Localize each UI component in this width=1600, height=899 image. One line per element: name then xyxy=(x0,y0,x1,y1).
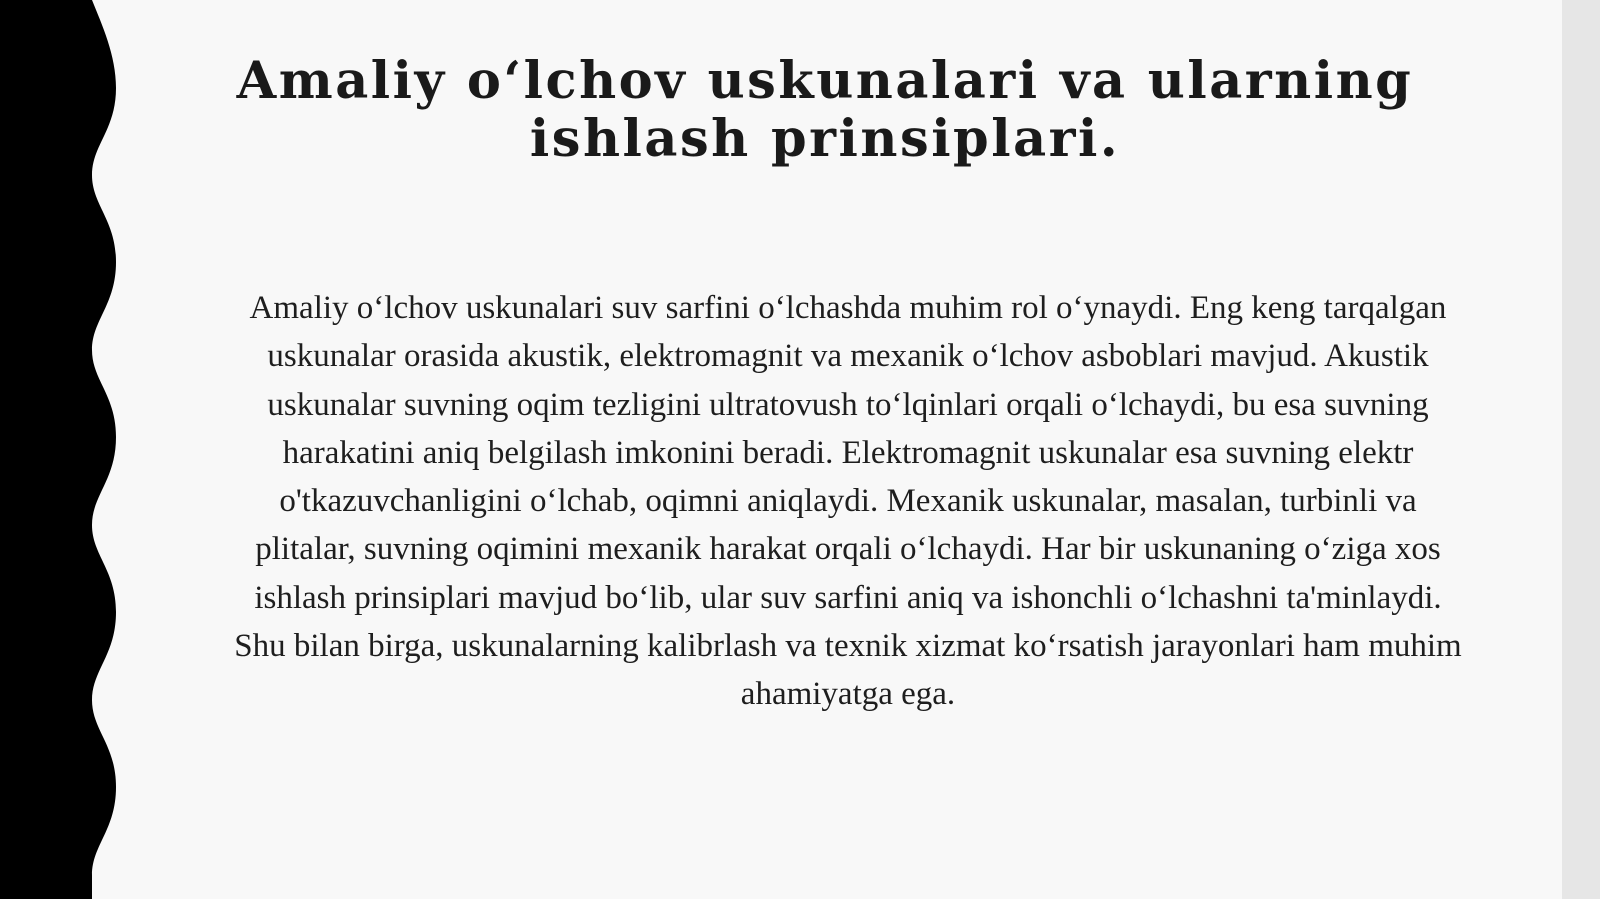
slide-body-text: Amaliy o‘lchov uskunalari suv sarfini o‘lchashda muhim rol o‘ynaydi. Eng keng tarqalgan uskunalar orasida akustik, elektromagnit va mexanik o‘lchov asboblari mavjud. Akustik uskunalar suvning oqim tezligini ultratovush to‘lqinlari orqali o‘lchaydi, bu esa suvning harakatini aniq belgilash imkonini beradi. Elektromagnit uskunalar esa suvning elektr o'tkazuvchanligini o‘lchab, oqimni aniqlaydi. Mexanik uskunalar, masalan, turbinli va plitalar, suvning oqimini mexanik harakat orqali o‘lchaydi. Har bir uskunaning o‘ziga xos ishlash prinsiplari mavjud bo‘lib, ular suv sarfini aniq va ishonchli o‘lchashni ta'minlaydi. Shu bilan birga, uskunalarning kalibrlash va texnik xizmat ko‘rsatish jarayonlari ham muhim ahamiyatga ega. xyxy=(234,290,1462,713)
side-strip xyxy=(1562,0,1600,899)
slide-title: Amaliy o‘lchov uskunalari va ularning ishlash prinsiplari. xyxy=(236,51,1414,169)
wavy-border-decoration xyxy=(0,0,130,899)
